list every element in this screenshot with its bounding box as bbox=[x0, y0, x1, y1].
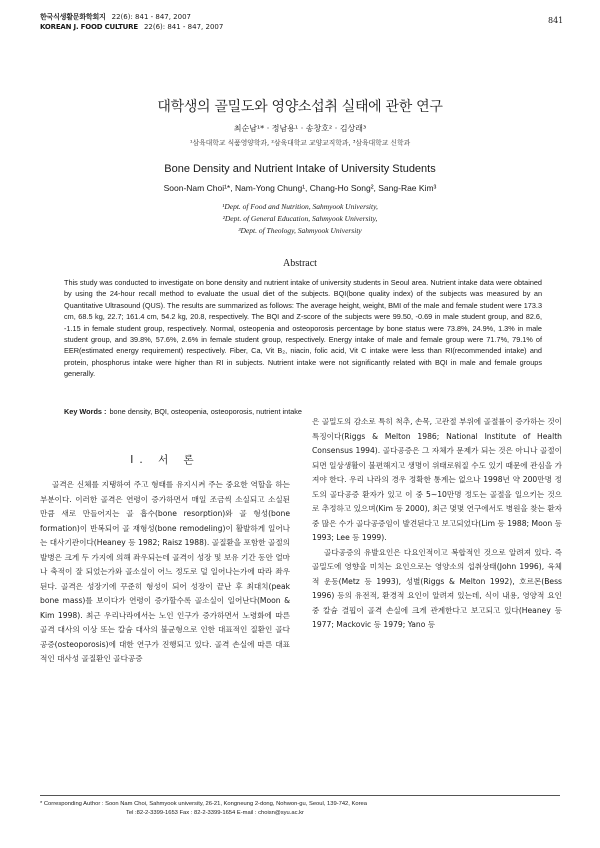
right-column-paragraph: 골다공증의 유발요인은 다요인적이고 복합적인 것으로 알려져 있다. 즉 골밀도에 영향을 미치는 요인으로는 영양소의 섭취상태(John 1996), 육체적 운동(Metz 등 1993), 성별(Riggs & Melton 1992), 호르몬(Bess 1996) 등의 유전적, 환경적 요인이 알려져 있는데, 식이 내용, 영양적 요인 중 칼슘 결핍이 골격 손실에 크게 관계한다고 보고되고 있다(Heaney 등 1977; Mackovic 등 1979; Yano 등 bbox=[312, 547, 562, 629]
affiliation-3: ³Dept. of Theology, Sahmyook University bbox=[238, 226, 362, 235]
authors-korean: 최순남¹* · 정남용¹ · 송창호² · 김상래³ bbox=[233, 124, 367, 133]
affiliations-english bbox=[0, 201, 600, 237]
body-left-column: 골격은 신체를 지탱하여 주고 형태를 유지시켜 주는 중요한 역할을 하는 부분이다. 이러한 골격은 연령이 증가하면서 매일 조금씩 소실되고 소실된 만큼 새로 만들어지는 골 흡수(bone resorption)와 골 형성(bone formation)이 반복되어 골 재형성(bone remodeling)이 활발하게 일어나는 대사기관이다(Heaney 등 1982; Raisz 1988). 골질환을 포함한 골절의 발병은 크게 두 가지에 의해 좌우되는데 골격이 성장 및 보유 기간 동안 얼마나 축적이 잘 되었는가와 골소실이 어느 정도로 덜 일어나는가에 따라 좌우된다. 골격은 성장기에 꾸준히 형성이 되어 성장이 끝난 후 최대치(peak bone mass)를 보이다가 연령이 증가할수록 골소실이 일어난다(Moon & Kim 1998). 최근 우리나라에서는 노인 인구가 증가하면서 노령화에 따른 골격 대사의 이상 또는 칼슘 대사의 불균형으로 인한 대표적인 질환인 골다공증(osteoporosis)에 대한 연구가 진행되고 있다. 골격 손실에 따른 대표적인 대사성 골질환인 골다공증 bbox=[40, 480, 290, 663]
keywords-label: Key Words : bbox=[64, 407, 107, 416]
corresponding-author-footnote bbox=[40, 800, 560, 818]
journal-name-ko: 한국식생활문화학회지 bbox=[40, 13, 106, 21]
journal-name-en: KOREAN J. FOOD CULTURE bbox=[40, 23, 138, 31]
footnote-divider bbox=[40, 795, 560, 796]
abstract-body: This study was conducted to investigate on bone density and nutrient intake of university students in Seoul area. Nutrient intake data were obtained by using the 24-hour recall method to evaluate the usual diet of the subjects. BQI(bone quality index) of the subjects was measured by an Quantitative Ultrasound (QUS). The results are summarized as follows: The average height, weight, BMI of the male and female student were 173.3 cm, 68.5 kg, 22.7; 161.4 cm, 54.2 kg, 20.8, respectively. The BQI and Z-score of the subjects were 99.50, -0.69 in male student group, and 82.6, -1.15 in female student group, respectively. Normal, osteopenia and osteoporosis percentage by bone status were 73.8%, 24.9%, 1.3% in male student group, and 39.8%, 57.6%, 2.6% in female student group, respectively. Energy intake of male and female group were 71.7%, 79.1% of EER(estimated energy requirement) respectively. Fiber, Ca, Vit B₂, niacin, folic acid, Vit C intake were less than RI(recommended intake) and protein, phosphorus intake were higher than RI in subjects. Nutrient intake were not significantly related with BQI in male and female groups generally. bbox=[64, 278, 542, 379]
affiliations-korean: ¹삼육대학교 식품영양학과, ²삼육대학교 교양교직학과, ³삼육대학교 신학과 bbox=[189, 139, 411, 147]
title-english: Bone Density and Nutrient Intake of University Students bbox=[164, 163, 436, 175]
abstract-heading: Abstract bbox=[283, 258, 317, 269]
affiliation-1: ¹Dept. of Food and Nutrition, Sahmyook University, bbox=[222, 202, 378, 211]
page-number: 841 bbox=[548, 16, 564, 25]
journal-volume-ko: 22(6): 841 - 847, 2007 bbox=[111, 13, 191, 21]
footnote-line-1: * Corresponding Author : Soon Nam Choi, Sahmyook university, 26-21, Kongneung 2-dong, Nohwon-gu, Seoul, 139-742, Korea bbox=[40, 801, 367, 807]
authors-english: Soon-Nam Choi¹*, Nam-Yong Chung¹, Chang-Ho Song², Sang-Rae Kim³ bbox=[163, 183, 437, 193]
affiliation-2: ²Dept. of General Education, Sahmyook University, bbox=[222, 214, 378, 223]
journal-header bbox=[40, 12, 223, 32]
title-korean: 대학생의 골밀도와 영양소섭취 실태에 관한 연구 bbox=[157, 99, 443, 115]
right-column-paragraph: 은 골밀도의 감소로 특히 척추, 손목, 고관절 부위에 골절률이 증가하는 것이 특징이다(Riggs & Melton 1986; National Institute of Health Consensus 1994). 골다공증은 그 자체가 문제가 되는 것은 아니나 골절이 되면 일상생활이 불편해지고 생명이 위태로워질 수도 있기 때문에 관심을 가져야 한다. 우리 나라의 경우 정확한 통계는 없으나 1998년 약 200만명 정도의 골다공증 환자가 있고 이 중 5~10만명 정도는 골절을 일으키는 것으로 추정하고 있으며(Kim 등 2000), 최근 몇몇 연구에서도 병원을 찾는 환자 중 많은 수가 골다공증임이 발견된다고 보고되었다(Lim 등 1988; Moon 등 1993; Lee 등 1999). bbox=[312, 417, 562, 542]
keywords-text: bone density, BQI, osteopenia, osteoporosis, nutrient intake bbox=[109, 407, 302, 416]
footnote-line-2: Tel :82-2-3399-1653 Fax : 82-2-3399-1654 E-mail : choisn@syu.ac.kr bbox=[126, 810, 304, 816]
section-heading-introduction: I. 서 론 bbox=[130, 454, 200, 466]
body-right-column bbox=[312, 415, 562, 633]
journal-volume-en: 22(6): 841 - 847, 2007 bbox=[143, 23, 224, 31]
